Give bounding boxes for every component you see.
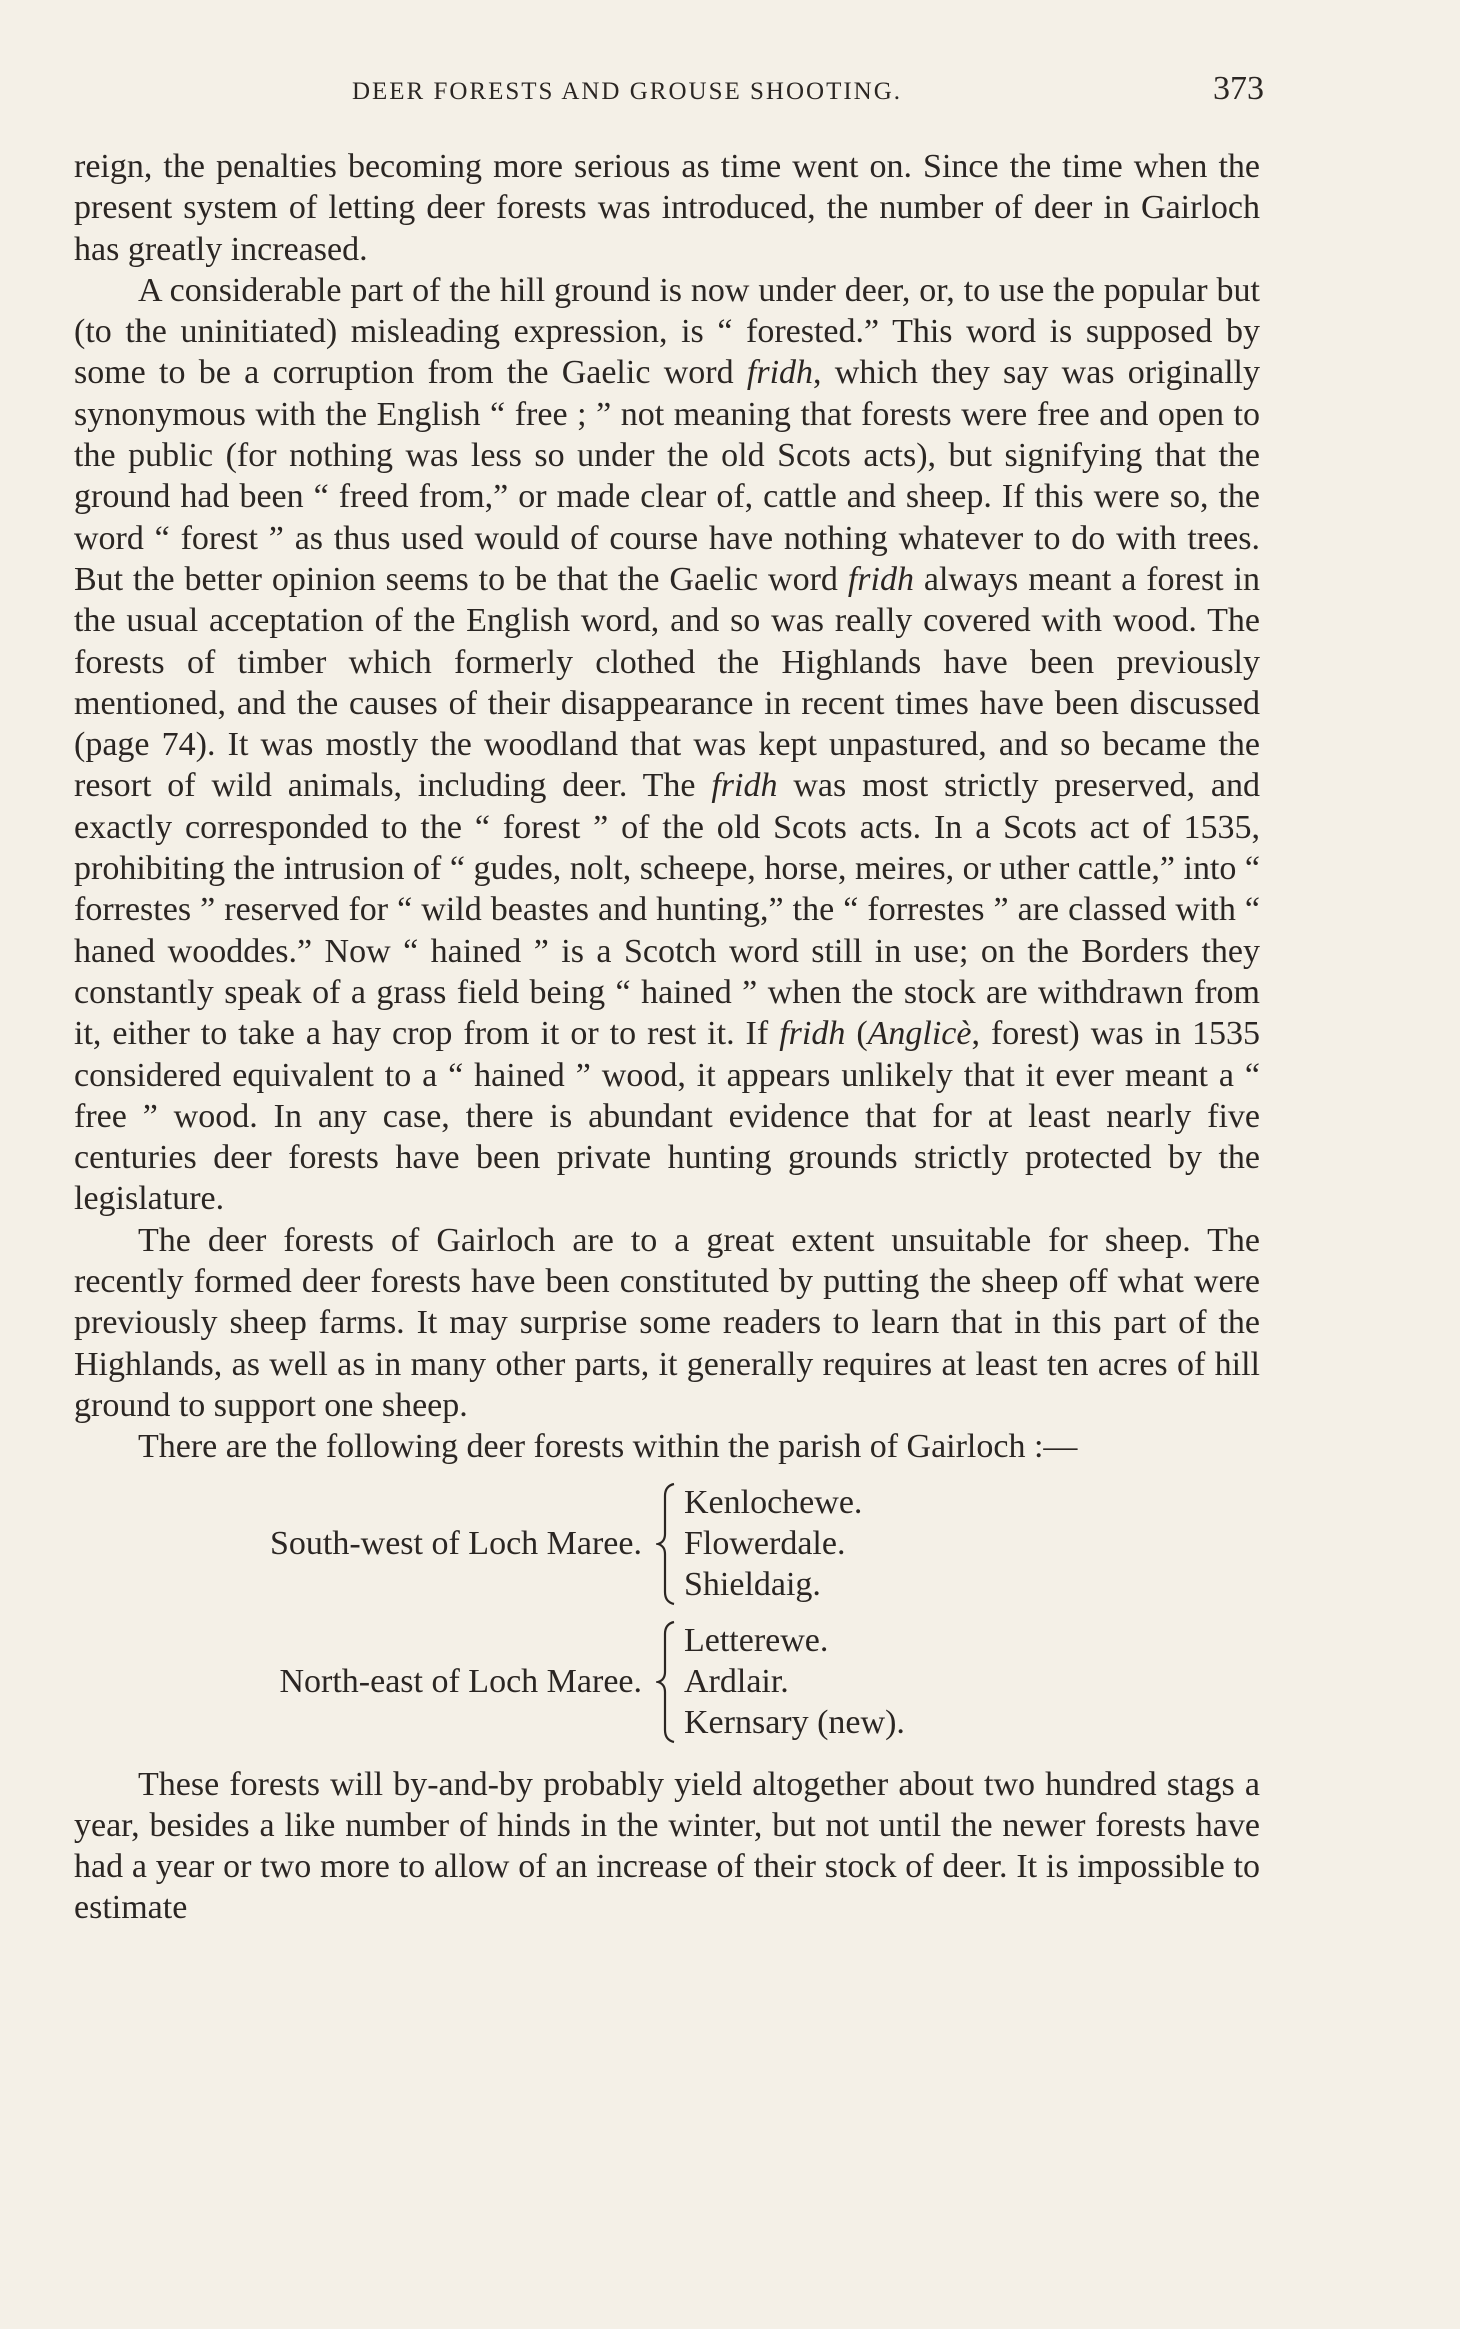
- text-span: , forest) was in 1535 considered equivalent to a “ hained ” wood, it appears unlikely that it ever meant a “ free ” wood. In any case, there is abundant evidence that for at least nearly five centuries deer forests have been private hunting grounds strictly protected by the legislature.: [74, 1015, 1260, 1218]
- region-label: South-west of Loch Maree.: [269, 1524, 642, 1562]
- forest-item: Flowerdale.: [684, 1524, 846, 1562]
- forest-item: Kernsary (new).: [684, 1704, 905, 1742]
- paragraph-forest-intro: There are the following deer forests within the parish of Gairloch :—: [138, 1428, 1078, 1466]
- running-title: DEER FORESTS AND GROUSE SHOOTING.: [351, 78, 903, 105]
- italic-term: fridh: [779, 1015, 846, 1053]
- italic-term: fridh: [746, 354, 814, 392]
- text-span: (: [845, 1015, 868, 1053]
- paragraph-forested: [74, 270, 1260, 1220]
- forest-list: [678, 1482, 862, 1606]
- text-span: , which they say was originally synonymous with the English “ free ; ” not meaning that forests were free and open to the public (for nothing was less so under the old Scots acts), but signifying that the ground had been “ freed from,” or made clear of, cattle and sheep. If this were so, the word “ forest ” as thus used would of course have nothing whatever to do with trees. But the better opinion seems to be that the Gaelic word: [74, 354, 1261, 598]
- paragraph-yield: These forests will by-and-by probably yield altogether about two hundred stags a year, besides a like number of hinds in the winter, but not until the newer forests have had a year or two more to allow of an increase of their stock of deer. It is impossible to estimate: [74, 1765, 1260, 1927]
- text-span: A considerable part of the hill ground is now under deer, or, to use the popular but (to the uninitiated) misleading expression, is “ forested.” This word is supposed by some to be a corruption from the Gaelic word: [74, 271, 1260, 392]
- paragraph-sheep: The deer forests of Gairloch are to a great extent unsuitable for sheep. The recently formed deer forests have been constituted by putting the sheep off what were previously sheep farms. It may surprise some readers to learn that in this part of the Highlands, as well as in many other parts, it generally requires at least ten acres of hill ground to support one sheep.: [74, 1221, 1260, 1424]
- forest-item: Shieldaig.: [684, 1566, 821, 1604]
- region-label: North-east of Loch Maree.: [279, 1662, 642, 1700]
- paragraph-continuation: reign, the penalties becoming more serious as time went on. Since the time when the present system of letting deer forests was introduced, the number of deer in Gairloch has greatly increased.: [74, 148, 1260, 268]
- forest-list: [678, 1620, 905, 1744]
- italic-term: Anglicè: [867, 1015, 972, 1053]
- forest-table: [74, 1482, 1260, 1744]
- forest-group-south-west: [74, 1482, 1260, 1606]
- forest-item: Letterewe.: [684, 1621, 829, 1659]
- forest-item: Ardlair.: [684, 1662, 789, 1700]
- forest-item: Kenlochewe.: [684, 1483, 863, 1521]
- brace-icon: [656, 1620, 678, 1744]
- text-span: always meant a forest in the usual acceptation of the English word, and so was really covered with wood. The forests of timber which formerly clothed the Highlands have been previously mentioned, and the causes of their disappearance in recent times have been discussed (page 74). It was mostly the woodland that was kept unpastured, and so became the resort of wild animals, including deer. The: [74, 560, 1260, 805]
- text-span: was most strictly preserved, and exactly corresponded to the “ forest ” of the old Scots acts. In a Scots act of 1535, prohibiting the intrusion of “ gudes, nolt, scheepe, horse, meires, or uther cattle,” into “ forrestes ” reserved for “ wild beastes and hunting,” the “ forrestes ” are classed with “ haned wooddes.” Now “ hained ” is a Scotch word still in use; on the Borders they constantly speak of a grass field being “ hained ” when the stock are withdrawn from it, either to take a hay crop from it or to rest it. If: [74, 767, 1260, 1053]
- brace-icon: [656, 1482, 678, 1606]
- body-text: [74, 146, 1260, 1929]
- running-head: [74, 70, 1264, 110]
- page-number: 373: [1213, 70, 1264, 107]
- italic-term: fridh: [711, 767, 778, 805]
- italic-term: fridh: [847, 560, 914, 598]
- forest-group-north-east: [74, 1620, 1260, 1744]
